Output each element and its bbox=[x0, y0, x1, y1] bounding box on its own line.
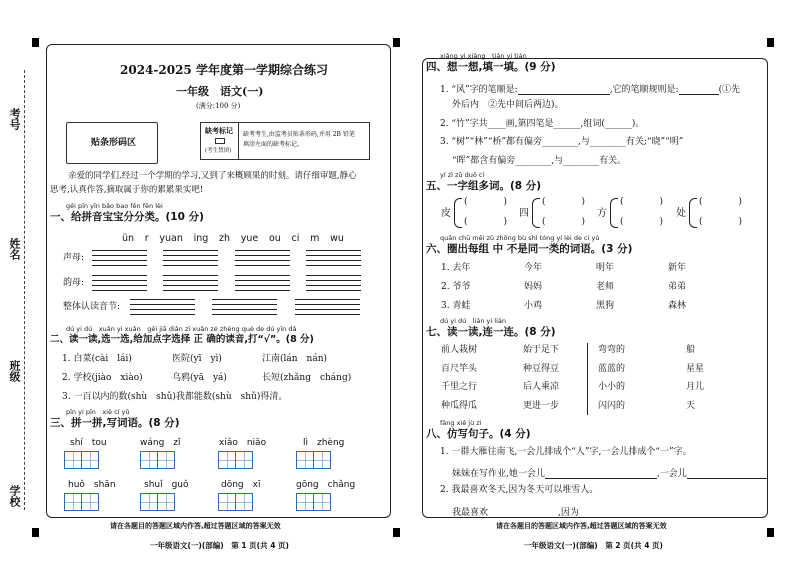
q8-answer-1: 妹妹在写作业,她一会儿 ,一会儿 bbox=[452, 466, 767, 479]
q2-heading: 二、读一读,选一选,给加点字选择 正 确的读音,打“√”。(8 分) bbox=[50, 334, 314, 345]
q6-word[interactable]: 妈妈 bbox=[524, 282, 543, 292]
answer-paren[interactable]: ( ) bbox=[542, 217, 586, 227]
writing-lines[interactable] bbox=[130, 299, 195, 317]
q7-phrase[interactable]: 种瓜得瓜 bbox=[441, 401, 478, 411]
q4-item-1: 1. “风”字的笔顺是: ,它的笔顺规则是: (①先 bbox=[440, 85, 741, 95]
writing-lines[interactable] bbox=[306, 250, 361, 268]
q6-word[interactable]: 新年 bbox=[668, 263, 687, 273]
q1-heading: 一、给拼音宝宝分分类。(10 分) bbox=[50, 211, 204, 223]
writing-lines[interactable] bbox=[235, 250, 290, 268]
page-footer: 一年级语文(一)(部编) 第 2 页(共 4 页) bbox=[524, 541, 663, 550]
q6-word[interactable]: 明年 bbox=[596, 263, 615, 273]
q6-word[interactable]: 1. 去年 bbox=[441, 263, 471, 273]
q2-item[interactable]: 医院(yī yì) bbox=[172, 354, 222, 364]
page-footer: 一年级语文(一)(部编) 第 1 页(共 4 页) bbox=[150, 541, 289, 550]
side-label-name: 姓名 bbox=[8, 238, 21, 260]
blank[interactable] bbox=[488, 509, 558, 518]
pinyin-item: ou bbox=[268, 233, 281, 244]
q7-phrase[interactable]: 更进一步 bbox=[523, 401, 560, 411]
side-label-class: 班级 bbox=[8, 360, 21, 382]
q8-pinyin: fǎng xiě jù zi bbox=[440, 419, 482, 427]
q7-phrase[interactable]: 月儿 bbox=[686, 382, 705, 392]
q4-item-1-options: 外后内 ②先中间后两边)。 bbox=[452, 100, 564, 110]
q2-item[interactable]: 江南(lán nán) bbox=[262, 354, 328, 364]
q7-heading: 七、读一读,连一连。(8 分) bbox=[426, 326, 556, 338]
answer-paren[interactable]: ( ) bbox=[620, 217, 664, 227]
q5-char: 方 bbox=[597, 208, 607, 219]
answer-paren[interactable]: ( ) bbox=[699, 197, 743, 207]
tianzige-cells[interactable] bbox=[64, 451, 98, 469]
writing-lines[interactable] bbox=[92, 275, 147, 293]
q6-word[interactable]: 小鸡 bbox=[524, 301, 543, 311]
q1-label-initials: 声母: bbox=[63, 253, 85, 263]
writing-lines[interactable] bbox=[212, 299, 277, 317]
q1-label-finals: 韵母: bbox=[63, 278, 85, 288]
tianzige-cells[interactable] bbox=[218, 451, 252, 469]
q2-item[interactable]: 1. 白菜(cài lái) bbox=[62, 354, 132, 364]
q5-pinyin: yí zì zǔ duō cí bbox=[440, 171, 485, 179]
q1-pinyin: gěi pīn yīn bǎo bao fēn fēn lèi bbox=[66, 202, 163, 210]
q4-item-3b[interactable]: “晖”都含有偏旁________,与________有关。 bbox=[452, 156, 627, 166]
q6-word[interactable]: 森林 bbox=[668, 301, 687, 311]
q6-word[interactable]: 黑狗 bbox=[596, 301, 615, 311]
q6-word[interactable]: 2. 爷爷 bbox=[441, 282, 471, 292]
q3-word-pinyin: gōng chǎng bbox=[296, 480, 356, 490]
q5-char: 皮 bbox=[441, 208, 451, 219]
q2-item[interactable]: 3. 一百以内的数(shù shǔ)我都能数(shù shǔ)得清。 bbox=[62, 392, 288, 402]
page-subtitle: 一年级 语文(一) bbox=[176, 85, 264, 98]
tianzige-cells[interactable] bbox=[296, 451, 330, 469]
q3-word-pinyin: lì zhèng bbox=[303, 438, 345, 448]
brace bbox=[689, 198, 697, 228]
q6-word[interactable]: 弟弟 bbox=[668, 282, 687, 292]
q8-example-2: 2. 我最喜欢冬天,因为冬天可以堆雪人。 bbox=[440, 485, 599, 495]
q7-phrase[interactable]: 船 bbox=[686, 345, 696, 355]
q7-phrase[interactable]: 后人乘凉 bbox=[523, 382, 560, 392]
pinyin-item: m bbox=[310, 233, 320, 244]
brace bbox=[610, 198, 618, 228]
pinyin-item: r bbox=[144, 233, 149, 244]
pinyin-item: yue bbox=[240, 233, 259, 244]
pinyin-item: wu bbox=[330, 233, 344, 244]
tianzige-cells[interactable] bbox=[140, 451, 174, 469]
writing-lines[interactable] bbox=[295, 299, 360, 317]
registration-mark bbox=[767, 528, 774, 537]
q6-word[interactable]: 3. 青蛙 bbox=[441, 301, 471, 311]
q8-answer-2: 我最喜欢 ,因为 bbox=[452, 505, 669, 518]
q7-phrase[interactable]: 天 bbox=[686, 401, 696, 411]
blank[interactable] bbox=[545, 470, 657, 479]
tianzige-cells[interactable] bbox=[140, 493, 174, 511]
registration-mark bbox=[393, 38, 400, 47]
pinyin-item: ün bbox=[122, 233, 135, 244]
q6-pinyin: quān chū měi zǔ zhōng bù shì tóng yí lèi de cí yǔ bbox=[440, 234, 600, 242]
q7-phrase[interactable]: 千里之行 bbox=[441, 382, 478, 392]
blank[interactable] bbox=[518, 86, 610, 95]
q3-heading: 三、拼一拼,写词语。(8 分) bbox=[50, 417, 180, 429]
q3-word-pinyin: xiǎo niǎo bbox=[219, 438, 267, 448]
absence-mark-box: 缺考标记 (考生禁填) 缺考考生,由监考员贴条形码,并用 2B 铅笔 填涂左面的缺考标记。 bbox=[200, 122, 370, 160]
answer-paren[interactable]: ( ) bbox=[464, 217, 508, 227]
q4-pinyin: xiǎng yi xiǎng tián yi tián bbox=[440, 52, 527, 60]
blank[interactable] bbox=[679, 86, 719, 95]
answer-paren[interactable]: ( ) bbox=[464, 197, 508, 207]
score-note: (满分:100 分) bbox=[196, 102, 241, 110]
tianzige-cells[interactable] bbox=[64, 493, 98, 511]
q2-pinyin: dú yi dú xuǎn yi xuǎn gěi jiā diǎn zì xuǎn zé zhèng què de dú yīn dǎ bbox=[66, 325, 297, 333]
brace bbox=[532, 198, 540, 228]
q5-char: 四 bbox=[519, 208, 529, 219]
absence-checkbox bbox=[215, 138, 225, 144]
pinyin-item: yuan bbox=[159, 233, 183, 244]
answer-paren[interactable]: ( ) bbox=[620, 197, 664, 207]
writing-lines[interactable] bbox=[92, 250, 147, 268]
q3-word-pinyin: dōng xī bbox=[221, 480, 261, 490]
q4-item-3a[interactable]: 3. “树”“林”“桥”都有偏旁________,与________有关;“晓”“明” bbox=[440, 137, 684, 147]
pinyin-item: ci bbox=[291, 233, 300, 244]
q7-phrase[interactable]: 星星 bbox=[686, 364, 705, 374]
blank[interactable] bbox=[579, 509, 669, 518]
q7-phrase[interactable]: 闪闪的 bbox=[598, 401, 626, 411]
barcode-area: 贴条形码区 bbox=[66, 122, 158, 164]
q6-heading: 六、圈出每组 中 不是同一类的词语。(3 分) bbox=[426, 243, 633, 255]
tianzige-cells[interactable] bbox=[218, 493, 252, 511]
q7-phrase[interactable]: 种豆得豆 bbox=[523, 364, 560, 374]
pinyin-item: zh bbox=[219, 233, 231, 244]
tianzige-cells[interactable] bbox=[296, 493, 330, 511]
q3-pinyin: pīn yi pīn xiě cí yǔ bbox=[66, 408, 130, 416]
q7-phrase[interactable]: 始于足下 bbox=[523, 345, 560, 355]
intro-line-1: 亲爱的同学们,经过一个学期的学习,又到了来概顾果的时刻。请仔细审题,静心 bbox=[68, 171, 357, 181]
answer-paren[interactable]: ( ) bbox=[542, 197, 586, 207]
q4-heading: 四、想一想,填一填。(9 分) bbox=[426, 61, 556, 73]
q7-pinyin: dú yi dú lián yi lián bbox=[440, 317, 506, 325]
q8-heading: 八、仿写句子。(4 分) bbox=[426, 428, 531, 440]
q2-item[interactable]: 乌鸦(yā yá) bbox=[172, 373, 227, 383]
q7-phrase[interactable]: 弯弯的 bbox=[598, 345, 626, 355]
registration-mark bbox=[32, 528, 39, 537]
writing-lines[interactable] bbox=[306, 275, 361, 293]
q7-phrase[interactable]: 蓝蓝的 bbox=[598, 364, 626, 374]
answer-paren[interactable]: ( ) bbox=[699, 217, 743, 227]
q3-word-pinyin: huǒ shān bbox=[68, 480, 116, 490]
q4-item-2[interactable]: 2. “竹”字共____画,第四笔是______,组词(______)。 bbox=[440, 119, 645, 129]
binding-line bbox=[24, 70, 25, 510]
q7-phrase[interactable]: 小小的 bbox=[598, 382, 626, 392]
registration-mark bbox=[393, 528, 400, 537]
side-label-school: 学校 bbox=[8, 485, 21, 507]
q3-word-pinyin: shuǐ guǒ bbox=[144, 480, 189, 490]
q6-word[interactable]: 老师 bbox=[596, 282, 615, 292]
q3-word-pinyin: shí tou bbox=[70, 438, 107, 448]
q7-phrase[interactable]: 前人栽树 bbox=[441, 345, 478, 355]
intro-line-2: 思考,认真作答,摘取属于你的累累果实吧! bbox=[50, 185, 204, 195]
divider-line bbox=[587, 343, 588, 415]
registration-mark bbox=[767, 38, 774, 47]
q6-word[interactable]: 今年 bbox=[524, 263, 543, 273]
q5-char: 处 bbox=[676, 208, 686, 219]
answer-area-warning: 请在各题目的答题区域内作答,超过答题区域的答案无效 bbox=[110, 522, 281, 530]
side-label-exam-no: 考号 bbox=[8, 108, 21, 130]
page-title: 2024-2025 学年度第一学期综合练习 bbox=[120, 63, 328, 77]
q3-word-pinyin: wáng zǐ bbox=[140, 438, 181, 448]
q5-heading: 五、一字组多词。(8 分) bbox=[426, 180, 542, 192]
answer-area-warning: 请在各题目的答题区域内作答,超过答题区域的答案无效 bbox=[496, 522, 667, 530]
writing-lines[interactable] bbox=[163, 250, 218, 268]
q8-example-1: 1. 一群大雁往南飞,一会儿排成个“人”字,一会儿排成个“一”字。 bbox=[440, 447, 692, 457]
pinyin-item: ing bbox=[193, 233, 209, 244]
blank[interactable] bbox=[687, 470, 767, 479]
q1-pinyin-list bbox=[122, 233, 344, 244]
q1-label-whole: 整体认读音节: bbox=[63, 302, 121, 312]
brace bbox=[454, 198, 462, 228]
writing-lines[interactable] bbox=[235, 275, 290, 293]
q2-item[interactable]: 2. 学校(jiào xiào) bbox=[62, 373, 143, 383]
q2-item[interactable]: 长短(zhǎng cháng) bbox=[262, 373, 352, 383]
registration-mark bbox=[32, 38, 39, 47]
writing-lines[interactable] bbox=[163, 275, 218, 293]
q7-phrase[interactable]: 百尺竿头 bbox=[441, 364, 478, 374]
